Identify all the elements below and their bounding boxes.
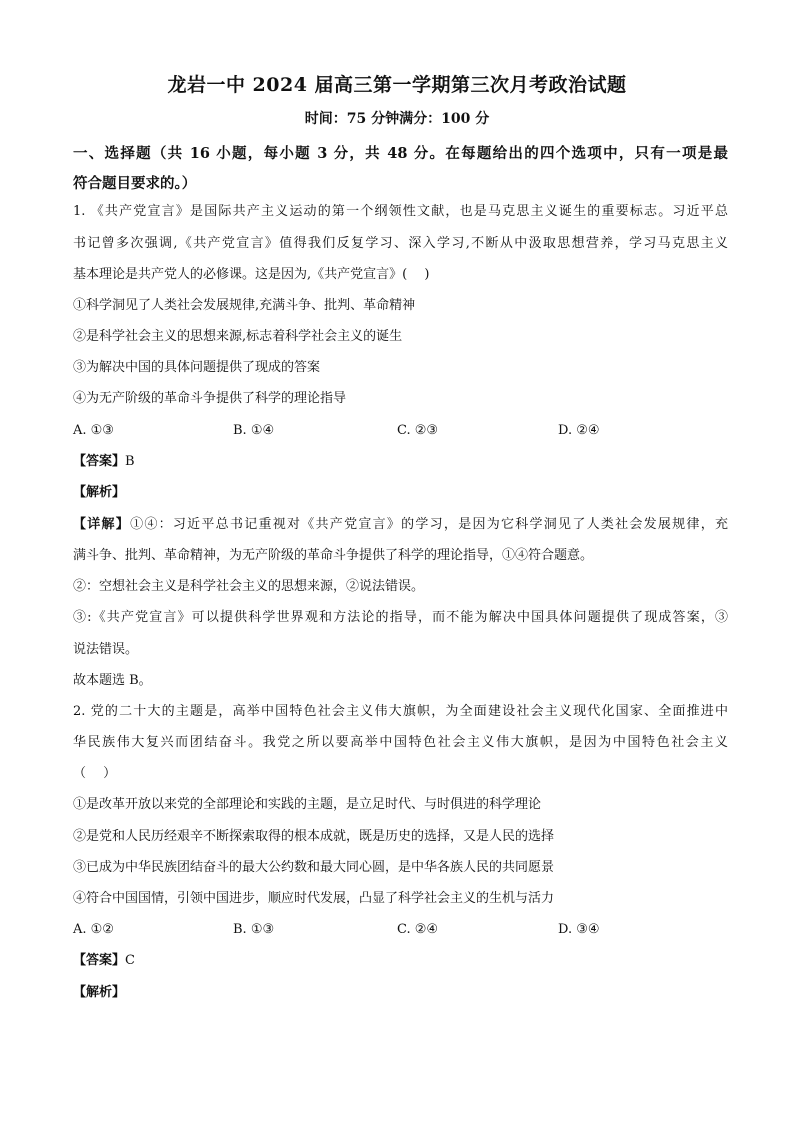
detail-tag: 【详解】 [73, 517, 131, 532]
question-2-stem-line: 2. 党的二十大的主题是，高举中国特色社会主义伟大旗帜，为全面建设社会主义现代化国家、全面推进中 [73, 704, 728, 719]
question-2-analysis-tag: 【解析】 [73, 985, 126, 1000]
section-heading [73, 139, 728, 199]
page-title: 龙岩一中 2024 届高三第一学期第三次月考政治试题 [167, 74, 627, 96]
question-1-detail-line: ②：空想社会主义是科学社会主义的思想来源，②说法错误。 [73, 579, 425, 594]
question-1-detail-line: ③:《共产党宣言》可以提供科学世界观和方法论的指导，而不能为解决中国具体问题提供了现成答案，③ [73, 610, 728, 625]
question-1-answer [73, 453, 728, 471]
question-1-option-c: C. ②③ [397, 423, 439, 438]
question-1-stem-line: 书记曾多次强调,《共产党宣言》值得我们反复学习、深入学习,不断从中汲取思想营养，学习马克思主义 [73, 236, 728, 251]
answer-tag: 【答案】 [73, 454, 126, 469]
section-heading-line: 符合题目要求的。） [73, 175, 197, 192]
question-1-detail-line: 满斗争、批判、革命精神，为无产阶级的革命斗争提供了科学的理论指导，①④符合题意。 [73, 548, 594, 563]
detail-text: ①④：习近平总书记重视对《共产党宣言》的学习，是因为它科学洞见了人类社会发展规律，充 [130, 517, 728, 532]
question-2-answer [73, 952, 728, 970]
answer-tag: 【答案】 [73, 953, 126, 968]
question-1-stem-line: 基本理论是共产党人的必修课。这是因为,《共产党宣言》( ) [73, 267, 430, 282]
question-1-conclusion: 故本题选 B。 [73, 673, 152, 688]
question-1-detail-line [73, 516, 728, 534]
question-2-stem-line: （ ） [73, 766, 117, 781]
question-1-statement: ④为无产阶级的革命斗争提供了科学的理论指导 [73, 391, 347, 406]
question-1-statement: ①科学洞见了人类社会发展规律,充满斗争、批判、革命精神 [73, 298, 416, 313]
question-2-stem-line: 华民族伟大复兴而团结奋斗。我党之所以要高举中国特色社会主义伟大旗帜，是因为中国特色社会主义 [73, 735, 728, 750]
question-2-statement: ①是改革开放以来党的全部理论和实践的主题，是立足时代、与时俱进的科学理论 [73, 797, 542, 812]
question-1-option-d: D. ②④ [558, 423, 600, 438]
answer-value: B [125, 454, 135, 469]
question-2-statement: ④符合中国国情，引领中国进步，顺应时代发展，凸显了科学社会主义的生机与活力 [73, 891, 555, 906]
time-score-subtitle: 时间：75 分钟满分：100 分 [304, 111, 490, 127]
section-heading-line: 一、选择题（共 16 小题，每小题 3 分，共 48 分。在每题给出的四个选项中，只有一项是最 [73, 145, 728, 162]
question-1-statement: ③为解决中国的具体问题提供了现成的答案 [73, 360, 321, 375]
question-1-option-a: A. ①③ [73, 423, 114, 438]
question-1-analysis-tag: 【解析】 [73, 485, 126, 500]
question-2-statement: ③已成为中华民族团结奋斗的最大公约数和最大同心圆，是中华各族人民的共同愿景 [73, 860, 555, 875]
question-1-detail-line: 说法错误。 [73, 642, 139, 657]
question-2-statement: ②是党和人民历经艰辛不断探索取得的根本成就，既是历史的选择，又是人民的选择 [73, 829, 555, 844]
question-1-option-b: B. ①④ [233, 423, 275, 438]
question-2-option-c: C. ②④ [397, 922, 439, 937]
question-1-stem-line: 1. 《共产党宣言》是国际共产主义运动的第一个纲领性文献，也是马克思主义诞生的重要标志。习近平总 [73, 204, 728, 219]
question-1-statement: ②是科学社会主义的思想来源,标志着科学社会主义的诞生 [73, 329, 403, 344]
question-2-option-a: A. ①② [73, 922, 114, 937]
answer-value: C [125, 953, 135, 968]
question-2-option-d: D. ③④ [558, 922, 600, 937]
question-2-option-b: B. ①③ [233, 922, 275, 937]
